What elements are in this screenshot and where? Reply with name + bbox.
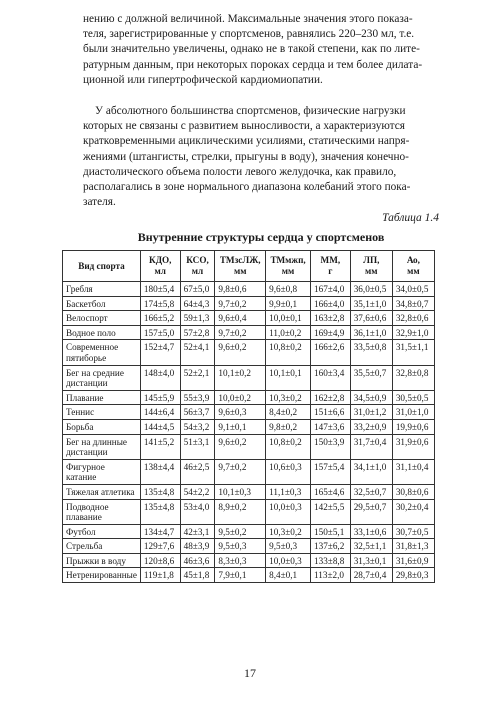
column-header-label: ММ,	[320, 255, 341, 266]
paragraph-line: были значительно увеличены, однако не в такой степени, как по лите-	[83, 43, 420, 56]
value-cell: 34,5±0,9	[350, 390, 392, 405]
value-cell: 180±5,4	[140, 282, 180, 297]
table-row	[63, 325, 435, 340]
value-cell: 10,3±0,2	[266, 524, 311, 539]
value-cell: 8,4±0,2	[266, 405, 311, 420]
sport-name-cell: Тяжелая атлетика	[63, 484, 141, 499]
value-cell: 34,8±0,7	[392, 296, 434, 311]
paragraph-line: У абсолютного большинства спортсменов, физические нагрузки	[95, 105, 406, 117]
sport-name-cell: Теннис	[63, 405, 141, 420]
paragraph-line: теля, зарегистрированные у спортсменов, равнялись 220–230 мл, т.е.	[83, 28, 415, 41]
value-cell: 29,8±0,3	[392, 568, 434, 583]
table-row	[63, 524, 435, 539]
column-header	[215, 251, 266, 282]
value-cell: 10,8±0,2	[266, 434, 311, 459]
value-cell: 34,0±0,5	[392, 282, 434, 297]
value-cell: 10,0±0,2	[215, 390, 266, 405]
value-cell: 64±4,3	[180, 296, 215, 311]
value-cell: 157±5,4	[311, 459, 351, 484]
value-cell: 30,8±0,6	[392, 484, 434, 499]
paragraph-line: зателя.	[83, 196, 116, 209]
sport-name-cell: Баскетбол	[63, 296, 141, 311]
column-header-label: Ао,	[406, 255, 420, 266]
sport-name-cell: Велоспорт	[63, 311, 141, 326]
value-cell: 46±3,6	[180, 553, 215, 568]
table-row	[63, 568, 435, 583]
table-row	[63, 311, 435, 326]
value-cell: 9,7±0,2	[215, 325, 266, 340]
column-header-unit: мл	[154, 266, 166, 276]
value-cell: 162±2,8	[311, 390, 351, 405]
value-cell: 42±3,1	[180, 524, 215, 539]
value-cell: 174±5,8	[140, 296, 180, 311]
column-header	[140, 251, 180, 282]
value-cell: 120±8,6	[140, 553, 180, 568]
sport-name-cell: Подводное плавание	[63, 499, 141, 524]
sport-name-cell: Стрельба	[63, 539, 141, 554]
column-header-label: ТМмжп,	[270, 255, 306, 266]
value-cell: 37,6±0,6	[350, 311, 392, 326]
value-cell: 34,1±1,0	[350, 459, 392, 484]
value-cell: 150±3,9	[311, 434, 351, 459]
table-row	[63, 484, 435, 499]
sport-name-cell: Борьба	[63, 419, 141, 434]
paragraph-line: которых не связаны с развитием выносливости, а характеризуются	[83, 120, 405, 133]
value-cell: 119±1,8	[140, 568, 180, 583]
value-cell: 31,6±0,9	[392, 553, 434, 568]
table-row	[63, 539, 435, 554]
value-cell: 9,7±0,2	[215, 296, 266, 311]
value-cell: 56±3,7	[180, 405, 215, 420]
value-cell: 19,9±0,6	[392, 419, 434, 434]
column-header	[63, 251, 141, 282]
value-cell: 9,8±0,2	[266, 419, 311, 434]
value-cell: 31,3±0,1	[350, 553, 392, 568]
value-cell: 30,5±0,5	[392, 390, 434, 405]
column-header-unit: мм	[365, 266, 378, 276]
value-cell: 165±4,6	[311, 484, 351, 499]
value-cell: 33,5±0,8	[350, 340, 392, 365]
table-row	[63, 340, 435, 365]
column-header-label: КСО,	[186, 255, 209, 266]
value-cell: 9,5±0,3	[215, 539, 266, 554]
value-cell: 10,3±0,2	[266, 390, 311, 405]
value-cell: 137±6,2	[311, 539, 351, 554]
paragraph-line: диастолического объема полости левого желудочка, как правило,	[83, 165, 397, 178]
column-header-label: ТМзсЛЖ,	[219, 255, 261, 266]
paragraph-2	[83, 104, 439, 210]
value-cell: 31,0±1,2	[350, 405, 392, 420]
value-cell: 9,6±0,2	[215, 340, 266, 365]
value-cell: 8,3±0,3	[215, 553, 266, 568]
value-cell: 8,9±0,2	[215, 499, 266, 524]
sport-name-cell: Водное поло	[63, 325, 141, 340]
value-cell: 59±1,3	[180, 311, 215, 326]
value-cell: 152±4,7	[140, 340, 180, 365]
sport-name-cell: Прыжки в воду	[63, 553, 141, 568]
table-row	[63, 553, 435, 568]
value-cell: 169±4,9	[311, 325, 351, 340]
value-cell: 147±3,6	[311, 419, 351, 434]
value-cell: 7,9±0,1	[215, 568, 266, 583]
column-header	[266, 251, 311, 282]
value-cell: 55±3,9	[180, 390, 215, 405]
column-header	[311, 251, 351, 282]
value-cell: 31,5±1,1	[392, 340, 434, 365]
column-header	[350, 251, 392, 282]
sport-name-cell: Фигурное катание	[63, 459, 141, 484]
value-cell: 53±4,0	[180, 499, 215, 524]
table-row	[63, 499, 435, 524]
value-cell: 167±4,0	[311, 282, 351, 297]
page-number: 17	[244, 666, 256, 680]
table-row	[63, 296, 435, 311]
sport-name-cell: Бег на средние дистанции	[63, 365, 141, 390]
value-cell: 142±5,5	[311, 499, 351, 524]
value-cell: 129±7,6	[140, 539, 180, 554]
column-header-unit: г	[328, 266, 333, 276]
paragraph-line: ратурным данным, при некоторых пороках сердца и тем более дилата-	[83, 58, 423, 71]
sport-name-cell: Плавание	[63, 390, 141, 405]
value-cell: 9,5±0,3	[266, 539, 311, 554]
value-cell: 35,5±0,7	[350, 365, 392, 390]
value-cell: 31,9±0,6	[392, 434, 434, 459]
value-cell: 30,7±0,5	[392, 524, 434, 539]
value-cell: 166±4,0	[311, 296, 351, 311]
table-row	[63, 390, 435, 405]
paragraph-1	[83, 12, 439, 88]
table-row	[63, 282, 435, 297]
value-cell: 54±2,2	[180, 484, 215, 499]
paragraph-line: ционной или гипертрофической кардиомиопатии.	[83, 73, 323, 86]
value-cell: 48±3,9	[180, 539, 215, 554]
value-cell: 135±4,8	[140, 499, 180, 524]
paragraph-line: кратковременными ациклическими усилиями, статическими напря-	[83, 135, 410, 148]
value-cell: 10,0±0,3	[266, 553, 311, 568]
value-cell: 67±5,0	[180, 282, 215, 297]
sport-name-cell: Нетренированные	[63, 568, 141, 583]
paragraph-line: жениями (штангисты, стрелки, прыгуны в воду), значения конечно-	[83, 150, 409, 163]
value-cell: 52±4,1	[180, 340, 215, 365]
column-header-unit: мм	[407, 266, 420, 276]
value-cell: 144±4,5	[140, 419, 180, 434]
table-row	[63, 365, 435, 390]
value-cell: 145±5,9	[140, 390, 180, 405]
table-row	[63, 459, 435, 484]
sport-name-cell: Современное пятиборье	[63, 340, 141, 365]
value-cell: 10,6±0,3	[266, 459, 311, 484]
sport-name-cell: Гребля	[63, 282, 141, 297]
value-cell: 54±3,2	[180, 419, 215, 434]
column-header-label: Вид спорта	[78, 260, 125, 271]
value-cell: 166±2,6	[311, 340, 351, 365]
value-cell: 9,7±0,2	[215, 459, 266, 484]
value-cell: 134±4,7	[140, 524, 180, 539]
value-cell: 10,8±0,2	[266, 340, 311, 365]
value-cell: 31,1±0,4	[392, 459, 434, 484]
value-cell: 57±2,8	[180, 325, 215, 340]
value-cell: 138±4,4	[140, 459, 180, 484]
value-cell: 150±5,1	[311, 524, 351, 539]
value-cell: 30,2±0,4	[392, 499, 434, 524]
value-cell: 135±4,8	[140, 484, 180, 499]
value-cell: 11,0±0,2	[266, 325, 311, 340]
column-header-label: КДО,	[149, 255, 172, 266]
value-cell: 144±6,4	[140, 405, 180, 420]
value-cell: 9,1±0,1	[215, 419, 266, 434]
value-cell: 160±3,4	[311, 365, 351, 390]
paragraph-line: располагались в зоне нормального диапазона колебаний этого пока-	[83, 181, 411, 194]
sport-name-cell: Футбол	[63, 524, 141, 539]
value-cell: 46±2,5	[180, 459, 215, 484]
value-cell: 33,2±0,9	[350, 419, 392, 434]
value-cell: 32,5±0,7	[350, 484, 392, 499]
value-cell: 36,1±1,0	[350, 325, 392, 340]
table-caption: Таблица 1.4	[382, 212, 439, 224]
heart-structures-table	[62, 250, 435, 583]
value-cell: 35,1±1,0	[350, 296, 392, 311]
value-cell: 33,1±0,6	[350, 524, 392, 539]
value-cell: 10,1±0,2	[215, 365, 266, 390]
value-cell: 9,8±0,6	[215, 282, 266, 297]
column-header-label: ЛП,	[363, 255, 380, 266]
value-cell: 45±1,8	[180, 568, 215, 583]
table-title: Внутренние структуры сердца у спортсменов	[137, 230, 385, 244]
value-cell: 10,1±0,1	[266, 365, 311, 390]
table-header-row	[63, 251, 435, 282]
column-header-unit: мм	[281, 266, 295, 276]
value-cell: 36,0±0,5	[350, 282, 392, 297]
value-cell: 151±6,6	[311, 405, 351, 420]
value-cell: 32,5±1,1	[350, 539, 392, 554]
table-row	[63, 405, 435, 420]
value-cell: 51±3,1	[180, 434, 215, 459]
value-cell: 8,4±0,1	[266, 568, 311, 583]
value-cell: 157±5,0	[140, 325, 180, 340]
value-cell: 9,6±0,4	[215, 311, 266, 326]
value-cell: 9,9±0,1	[266, 296, 311, 311]
value-cell: 9,6±0,2	[215, 434, 266, 459]
value-cell: 148±4,0	[140, 365, 180, 390]
value-cell: 28,7±0,4	[350, 568, 392, 583]
value-cell: 141±5,2	[140, 434, 180, 459]
paragraph-line: нению с должной величиной. Максимальные значения этого показа-	[83, 13, 413, 25]
value-cell: 10,1±0,3	[215, 484, 266, 499]
table-row	[63, 434, 435, 459]
column-header-unit: мл	[191, 266, 204, 276]
value-cell: 9,5±0,2	[215, 524, 266, 539]
sport-name-cell: Бег на длинные дистанции	[63, 434, 141, 459]
value-cell: 133±8,8	[311, 553, 351, 568]
value-cell: 29,5±0,7	[350, 499, 392, 524]
value-cell: 31,7±0,4	[350, 434, 392, 459]
value-cell: 163±2,8	[311, 311, 351, 326]
value-cell: 31,8±1,3	[392, 539, 434, 554]
value-cell: 10,0±0,3	[266, 499, 311, 524]
value-cell: 32,9±1,0	[392, 325, 434, 340]
value-cell: 32,8±0,6	[392, 311, 434, 326]
value-cell: 10,0±0,1	[266, 311, 311, 326]
value-cell: 166±5,2	[140, 311, 180, 326]
column-header-unit: мм	[234, 266, 247, 276]
table-row	[63, 419, 435, 434]
value-cell: 32,8±0,8	[392, 365, 434, 390]
value-cell: 11,1±0,3	[266, 484, 311, 499]
column-header	[180, 251, 215, 282]
value-cell: 52±2,1	[180, 365, 215, 390]
value-cell: 9,6±0,3	[215, 405, 266, 420]
value-cell: 113±2,0	[311, 568, 351, 583]
value-cell: 31,0±1,0	[392, 405, 434, 420]
column-header	[392, 251, 434, 282]
value-cell: 9,6±0,8	[266, 282, 311, 297]
